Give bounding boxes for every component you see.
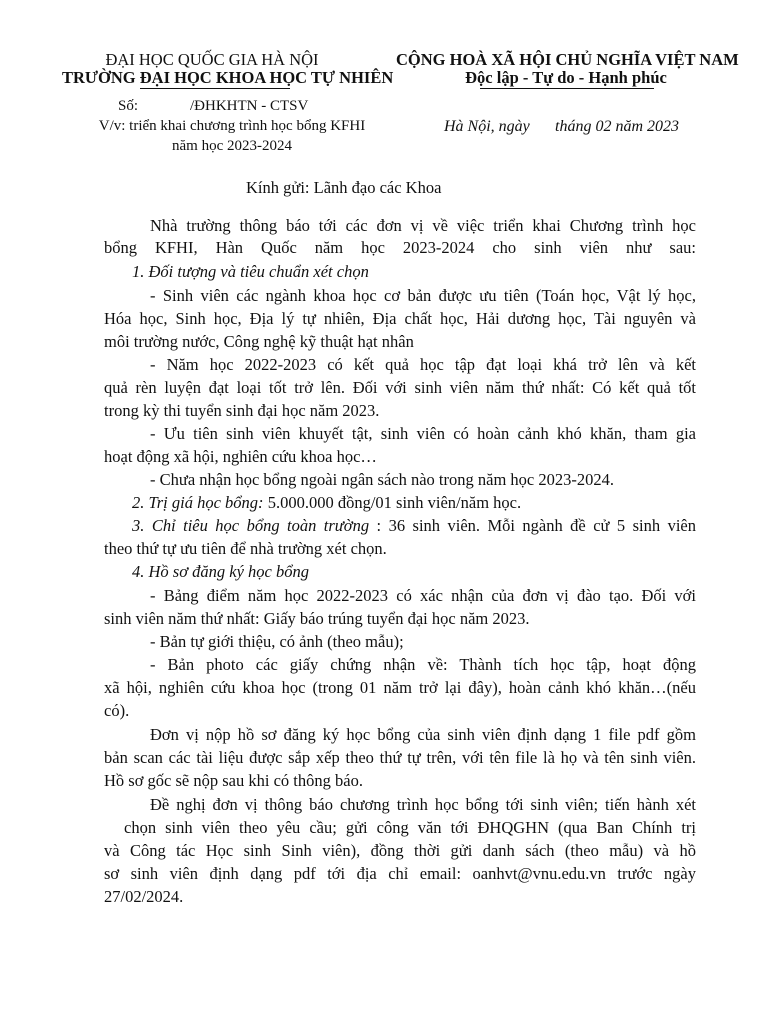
s1-p1-line-1: - Sinh viên các ngành khoa học cơ bản được ưu tiên (Toán học, Vật lý học, bbox=[150, 286, 696, 305]
section-4-title: 4. Hồ sơ đăng ký học bổng bbox=[132, 562, 309, 581]
header-right-underline bbox=[480, 88, 654, 89]
section-3-value-line-1: : 36 sinh viên. Mỗi ngành đề cử 5 sinh viên bbox=[369, 516, 696, 535]
s1-p2-line-1: - Năm học 2022-2023 có kết quả học tập đạt loại khá trở lên và kết bbox=[150, 355, 696, 374]
s4-p1-line-1: - Bảng điểm năm học 2022-2023 có xác nhận của đơn vị đào tạo. Đối với bbox=[150, 586, 696, 605]
s1-p3-line-1: - Ưu tiên sinh viên khuyết tật, sinh viên có hoàn cảnh khó khăn, tham gia bbox=[150, 424, 696, 443]
s4-p2: - Bản tự giới thiệu, có ảnh (theo mẫu); bbox=[150, 632, 404, 651]
s1-p4: - Chưa nhận học bổng ngoài ngân sách nào trong năm học 2023-2024. bbox=[150, 470, 614, 489]
p5-line-3: Hồ sơ gốc sẽ nộp sau khi có thông báo. bbox=[104, 771, 363, 790]
doc-number-label: Số: bbox=[118, 98, 139, 114]
school-name: TRƯỜNG ĐẠI HỌC KHOA HỌC TỰ NHIÊN bbox=[62, 68, 394, 87]
s1-p1-line-2: Hóa học, Sinh học, Địa lý tự nhiên, Địa chất học, Hải dương học, Tài nguyên và bbox=[104, 309, 696, 328]
p6-line-1: Đề nghị đơn vị thông báo chương trình học bổng tới sinh viên; tiến hành xét bbox=[150, 795, 696, 814]
recipient-line: Kính gửi: Lãnh đạo các Khoa bbox=[246, 178, 442, 197]
p6-line-3: và Công tác Học sinh Sinh viên), đồng thời gửi danh sách (theo mẫu) và hồ bbox=[104, 841, 696, 860]
university-name: ĐẠI HỌC QUỐC GIA HÀ NỘI bbox=[105, 50, 319, 69]
section-3-label: 3. Chỉ tiêu học bổng toàn trường bbox=[132, 516, 370, 535]
s1-p2-line-2: quả rèn luyện đạt loại tốt trở lên. Đối với sinh viên năm thứ nhất: Có kết quả tốt bbox=[104, 378, 696, 397]
date-rest: tháng 02 năm 2023 bbox=[555, 118, 679, 135]
p5-line-1: Đơn vị nộp hồ sơ đăng ký học bổng của sinh viên định dạng 1 file pdf gồm bbox=[150, 725, 696, 744]
s4-p1-line-2: sinh viên năm thứ nhất: Giấy báo trúng tuyển đại học năm 2023. bbox=[104, 609, 530, 628]
p5-line-2: bản scan các tài liệu được sắp xếp theo thứ tự trên, với tên file là họ và tên sinh viên. bbox=[104, 748, 696, 767]
subject-line-1: V/v: triển khai chương trình học bổng KFHI bbox=[98, 118, 366, 134]
intro-line-2: bổng KFHI, Hàn Quốc năm học 2023-2024 cho sinh viên như sau: bbox=[104, 238, 696, 257]
p6-line-5: 27/02/2024. bbox=[104, 887, 184, 906]
section-2-label: 2. Trị giá học bổng: bbox=[132, 493, 264, 512]
section-1-title: 1. Đối tượng và tiêu chuẩn xét chọn bbox=[132, 262, 369, 281]
s4-p3-line-1: - Bản photo các giấy chứng nhận về: Thành tích học tập, hoạt động bbox=[150, 655, 696, 674]
p6-line-2: chọn sinh viên theo yêu cầu; gửi công văn tới ĐHQGHN (qua Ban Chính trị bbox=[124, 818, 696, 837]
section-2-value: 5.000.000 đồng/01 sinh viên/năm học. bbox=[263, 493, 522, 512]
s4-p3-line-3: có). bbox=[104, 701, 130, 720]
s1-p3-line-2: hoạt động xã hội, nghiên cứu khoa học… bbox=[104, 447, 377, 466]
country-motto-title: CỘNG HOÀ XÃ HỘI CHỦ NGHĨA VIỆT NAM bbox=[396, 50, 739, 69]
s1-p1-line-3: môi trường nước, Công nghệ kỹ thuật hạt nhân bbox=[104, 332, 414, 351]
intro-line-1: Nhà trường thông báo tới các đơn vị về việc triển khai Chương trình học bbox=[150, 216, 696, 235]
s1-p2-line-3: trong kỳ thi tuyển sinh đại học năm 2023. bbox=[104, 401, 380, 420]
header-left-underline bbox=[140, 88, 290, 89]
section-3-value-line-2: theo thứ tự ưu tiên để nhà trường xét chọn. bbox=[104, 539, 387, 558]
country-motto-subtitle: Độc lập - Tự do - Hạnh phúc bbox=[465, 68, 667, 87]
p6-line-4: sơ sinh viên định dạng pdf tới địa chỉ email: oanhvt@vnu.edu.vn trước ngày bbox=[104, 864, 696, 883]
subject-line-2: năm học 2023-2024 bbox=[172, 138, 292, 154]
s4-p3-line-2: xã hội, nghiên cứu khoa học (trong 01 năm trở lại đây), hoàn cảnh khó khăn…(nếu bbox=[104, 678, 696, 697]
date-place: Hà Nội, ngày bbox=[444, 118, 530, 135]
doc-number-code: /ĐHKHTN - CTSV bbox=[190, 98, 309, 114]
